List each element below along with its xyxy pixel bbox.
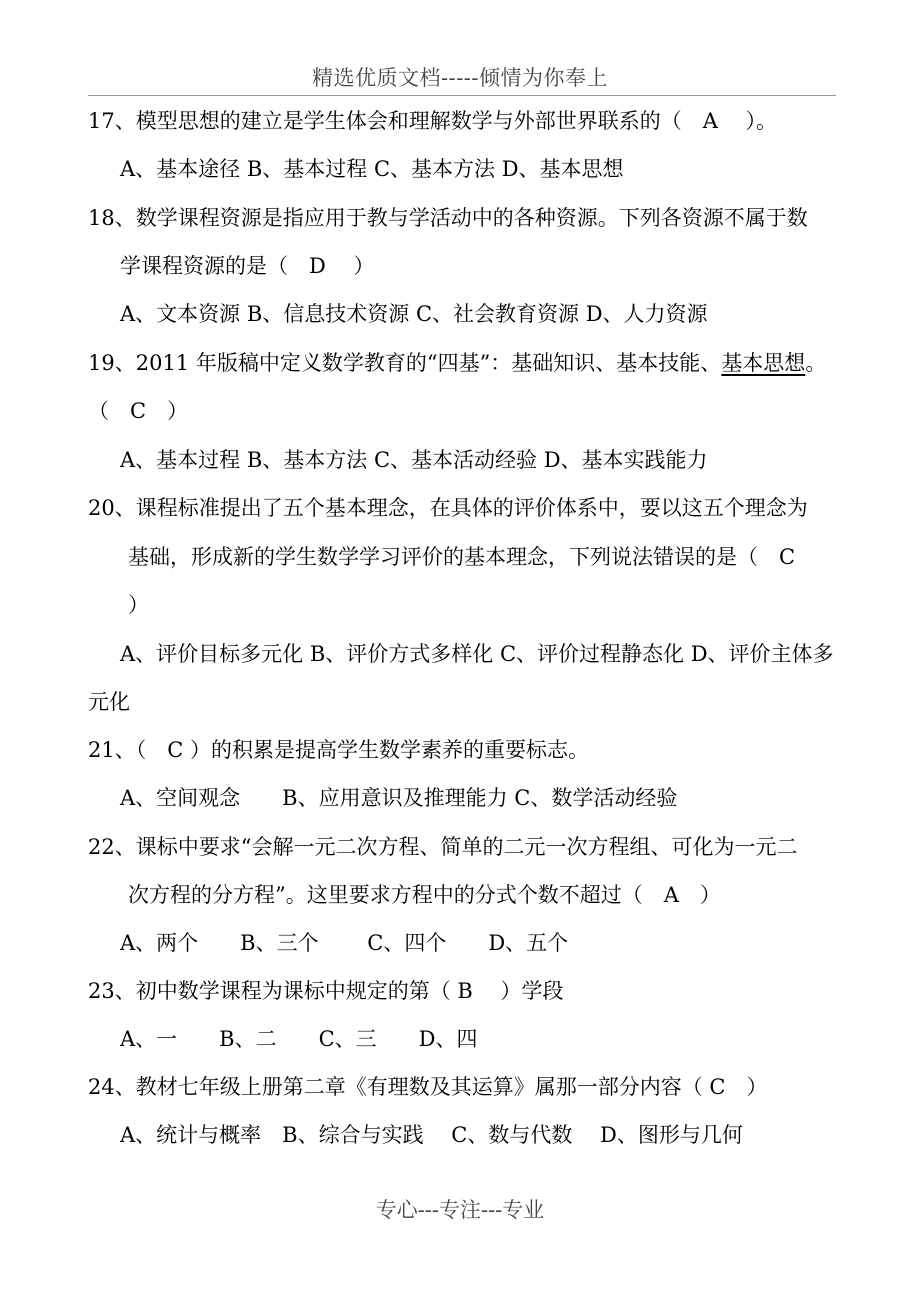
question-24-stem: 24、教材七年级上册第二章《有理数及其运算》属那一部分内容（ C ） bbox=[88, 1075, 768, 1099]
question-24-options: A、统计与概率 B、综合与实践 C、数与代数 D、图形与几何 bbox=[120, 1123, 743, 1147]
page-footer: 专心---专注---专业 bbox=[375, 1198, 545, 1222]
question-20-stem-line2: 基础，形成新的学生数学学习评价的基本理念，下列说法错误的是（ C bbox=[128, 545, 796, 569]
question-22-options: A、两个 B、三个 C、四个 D、五个 bbox=[120, 931, 569, 955]
question-19-stem-suffix: 。 bbox=[805, 351, 827, 375]
question-17-stem: 17、模型思想的建立是学生体会和理解数学与外部世界联系的（ A ）。 bbox=[88, 109, 778, 133]
question-20-options-line1: A、评价目标多元化 B、评价方式多样化 C、评价过程静态化 D、评价主体多 bbox=[120, 642, 834, 666]
question-22-stem-line2: 次方程的分方程”。这里要求方程中的分式个数不超过（ A ） bbox=[128, 883, 721, 907]
question-21-options: A、空间观念 B、应用意识及推理能力 C、数学活动经验 bbox=[120, 786, 678, 810]
question-19-stem-line1 bbox=[88, 349, 826, 377]
question-20-stem-line1: 20、课程标准提出了五个基本理念，在具体的评价体系中，要以这五个理念为 bbox=[88, 496, 808, 520]
question-20-options-line2: 元化 bbox=[88, 690, 130, 714]
question-18-options: A、文本资源 B、信息技术资源 C、社会教育资源 D、人力资源 bbox=[120, 302, 708, 326]
question-23-options: A、一 B、二 C、三 D、四 bbox=[120, 1027, 478, 1051]
question-20-stem-line3: ） bbox=[128, 593, 149, 617]
question-18-stem-line1: 18、数学课程资源是指应用于教与学活动中的各种资源。下列各资源不属于数 bbox=[88, 206, 808, 230]
question-19-stem-line2: （ C ） bbox=[88, 399, 189, 423]
question-21-stem: 21、（ C ）的积累是提高学生数学素养的重要标志。 bbox=[88, 738, 589, 762]
question-17-options: A、基本途径 B、基本过程 C、基本方法 D、基本思想 bbox=[120, 157, 624, 181]
question-22-stem-line1: 22、课标中要求“会解一元二次方程、简单的二元一次方程组、可化为一元二 bbox=[88, 835, 798, 859]
question-19-underlined-term: 基本思想 bbox=[721, 351, 806, 375]
header-divider bbox=[88, 95, 836, 96]
question-19-options: A、基本过程 B、基本方法 C、基本活动经验 D、基本实践能力 bbox=[120, 448, 708, 472]
page-header: 精选优质文档-----倾情为你奉上 bbox=[312, 66, 608, 90]
question-19-stem-prefix: 19、2011 年版稿中定义数学教育的“四基”：基础知识、基本技能、 bbox=[88, 351, 722, 375]
question-23-stem: 23、初中数学课程为课标中规定的第（ B ）学段 bbox=[88, 979, 564, 1003]
question-18-stem-line2: 学课程资源的是（ D ） bbox=[120, 254, 375, 278]
